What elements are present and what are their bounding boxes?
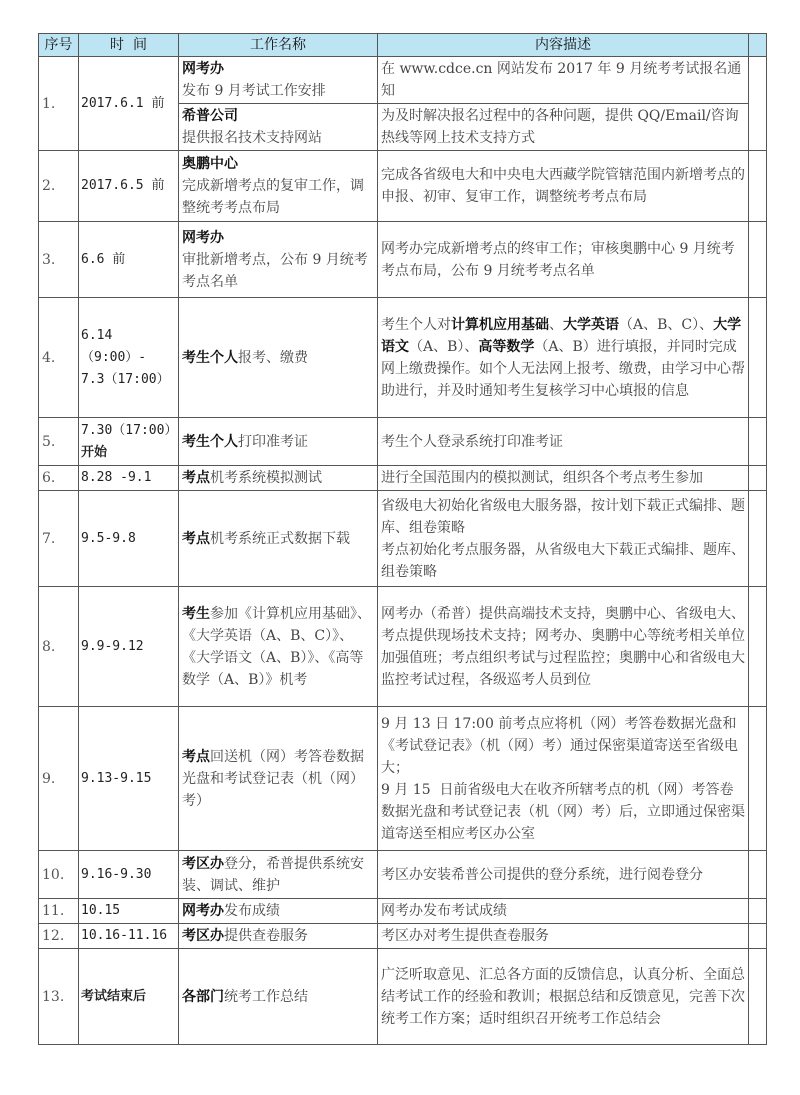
row-time bbox=[79, 298, 179, 418]
work-text: 发布 9 月考试工作安排 bbox=[182, 83, 326, 99]
row-seq: 6. bbox=[39, 466, 79, 491]
table-row bbox=[39, 851, 767, 899]
row-work bbox=[179, 587, 378, 707]
work-text: 登分，希普提供系统安装、调试、维护 bbox=[182, 855, 364, 894]
subject-computer: 计算机应用基础 bbox=[451, 316, 549, 333]
work-owner: 考生个人 bbox=[182, 433, 238, 450]
work-owner: 考区办 bbox=[182, 928, 224, 944]
row-work bbox=[179, 924, 378, 949]
row-desc bbox=[378, 298, 749, 418]
subject-english: 大学英语 bbox=[563, 316, 619, 333]
header-extra bbox=[749, 34, 767, 57]
work-text: 审批新增考点，公布 9 月统考考点名单 bbox=[182, 251, 368, 290]
row-time: 10.16-11.16 bbox=[79, 924, 179, 949]
row-work bbox=[179, 104, 378, 151]
work-owner: 考点 bbox=[182, 748, 210, 765]
row-desc: 网考办完成新增考点的终审工作；审核奥鹏中心 9 月统考考点布局，公布 9 月统考考点名单 bbox=[378, 222, 749, 298]
row-seq: 8. bbox=[39, 587, 79, 707]
row-extra bbox=[749, 899, 767, 924]
header-work: 工作名称 bbox=[179, 34, 378, 57]
desc-part: （A、B）进行填报，并同时完成网上缴费操作。如个人无法网上报考、缴费，由学习中心帮助进行，并及时通知考生复核学习中心填报的信息 bbox=[381, 338, 745, 399]
work-owner: 考区办 bbox=[182, 855, 224, 872]
row-time: 8.28 -9.1 bbox=[79, 466, 179, 491]
row-extra bbox=[749, 418, 767, 466]
table-row bbox=[39, 587, 767, 707]
work-text: 完成新增考点的复审工作，调整统考考点布局 bbox=[182, 178, 364, 216]
row-extra bbox=[749, 298, 767, 418]
row-time: 10.15 bbox=[79, 899, 179, 924]
row-extra bbox=[749, 924, 767, 949]
table-row bbox=[39, 491, 767, 587]
work-text: 打印准考证 bbox=[238, 433, 308, 450]
row-seq: 9. bbox=[39, 707, 79, 851]
row-extra bbox=[749, 57, 767, 151]
row-desc bbox=[378, 491, 749, 587]
time-start: 6.14（9:00）- bbox=[81, 327, 147, 365]
row-desc bbox=[378, 707, 749, 851]
work-owner: 希普公司 bbox=[182, 108, 238, 124]
row-work bbox=[179, 151, 378, 222]
row-seq: 1. bbox=[39, 57, 79, 151]
work-owner: 网考办 bbox=[182, 229, 224, 246]
row-time: 9.13-9.15 bbox=[79, 707, 179, 851]
desc-part: （A、B、C）、 bbox=[619, 316, 714, 333]
row-extra bbox=[749, 587, 767, 707]
time-start: 7.30（17:00） bbox=[81, 422, 178, 438]
row-extra bbox=[749, 491, 767, 587]
exam-schedule-table bbox=[38, 33, 767, 1045]
header-time: 时 间 bbox=[79, 34, 179, 57]
time-note: 开始 bbox=[81, 444, 108, 460]
work-owner: 网考办 bbox=[182, 61, 224, 77]
row-extra bbox=[749, 949, 767, 1045]
table-row bbox=[39, 899, 767, 924]
row-seq: 12. bbox=[39, 924, 79, 949]
row-work bbox=[179, 222, 378, 298]
work-owner: 考生个人 bbox=[182, 349, 238, 366]
row-work bbox=[179, 466, 378, 491]
time-end: 7.3（17:00） bbox=[81, 371, 170, 387]
desc-line: 9 月 15 日前省级电大在收齐所辖考点的机（网）考答卷数据光盘和考试登记表（机（网）考）后，立即通过保密渠道寄送至相应考区办公室 bbox=[381, 781, 745, 842]
work-text: 统考工作总结 bbox=[224, 988, 308, 1005]
row-work bbox=[179, 418, 378, 466]
row-extra bbox=[749, 466, 767, 491]
header-row bbox=[39, 34, 767, 57]
row-desc: 考区办安装希普公司提供的登分系统，进行阅卷登分 bbox=[378, 851, 749, 899]
subject-math: 高等数学 bbox=[478, 338, 535, 355]
work-text: 提供报名技术支持网站 bbox=[182, 130, 322, 146]
work-owner: 考点 bbox=[182, 530, 210, 547]
table-row bbox=[39, 466, 767, 491]
desc-part: 、 bbox=[549, 316, 563, 333]
table-row bbox=[39, 949, 767, 1045]
row-seq: 10. bbox=[39, 851, 79, 899]
row-extra bbox=[749, 151, 767, 222]
work-text: 机考系统模拟测试 bbox=[210, 470, 322, 486]
work-text: 发布成绩 bbox=[224, 903, 280, 919]
work-text: 参加《计算机应用基础》、《大学英语（A、B、C）》、《大学语文（A、B）》、《高等数学（A、B）》机考 bbox=[182, 605, 371, 688]
table-row bbox=[39, 151, 767, 222]
row-time: 6.6 前 bbox=[79, 222, 179, 298]
row-desc: 广泛听取意见、汇总各方面的反馈信息，认真分析、全面总结考试工作的经验和教训；根据总结和反馈意见，完善下次统考工作方案；适时组织召开统考工作总结会 bbox=[378, 949, 749, 1045]
row-seq: 5. bbox=[39, 418, 79, 466]
row-work bbox=[179, 949, 378, 1045]
desc-line: 9 月 13 日 17:00 前考点应将机（网）考答卷数据光盘和《考试登记表》（机（网）考）通过保密渠道寄送至省级电大； bbox=[381, 715, 738, 776]
row-time: 9.9-9.12 bbox=[79, 587, 179, 707]
row-desc: 进行全国范围内的模拟测试，组织各个考点考生参加 bbox=[378, 466, 749, 491]
table-row bbox=[39, 57, 767, 104]
row-time: 2017.6.1 前 bbox=[79, 57, 179, 151]
row-seq: 13. bbox=[39, 949, 79, 1045]
work-owner: 考点 bbox=[182, 470, 210, 486]
row-work bbox=[179, 491, 378, 587]
row-seq: 3. bbox=[39, 222, 79, 298]
work-owner: 各部门 bbox=[182, 988, 224, 1005]
desc-line: 考点初始化考点服务器，从省级电大下载正式编排、题库、组卷策略 bbox=[381, 541, 745, 580]
row-seq: 4. bbox=[39, 298, 79, 418]
row-time: 考试结束后 bbox=[79, 949, 179, 1045]
header-seq: 序号 bbox=[39, 34, 79, 57]
row-time: 9.5-9.8 bbox=[79, 491, 179, 587]
row-work bbox=[179, 57, 378, 104]
work-text: 回送机（网）考答卷数据光盘和考试登记表（机（网）考） bbox=[182, 748, 364, 809]
row-work bbox=[179, 899, 378, 924]
row-time: 2017.6.5 前 bbox=[79, 151, 179, 222]
row-desc: 考生个人登录系统打印准考证 bbox=[378, 418, 749, 466]
work-text: 机考系统正式数据下载 bbox=[210, 530, 350, 547]
row-desc: 网考办（希普）提供高端技术支持，奥鹏中心、省级电大、考点提供现场技术支持；网考办、奥鹏中心等统考相关单位加强值班；考点组织考试与过程监控；奥鹏中心和省级电大监控考试过程，各级巡考人员到位 bbox=[378, 587, 749, 707]
row-work bbox=[179, 707, 378, 851]
work-owner: 考生 bbox=[182, 605, 210, 622]
desc-line: 省级电大初始化省级电大服务器，按计划下载正式编排、题库、组卷策略 bbox=[381, 497, 745, 536]
row-seq: 11. bbox=[39, 899, 79, 924]
work-text: 报考、缴费 bbox=[238, 349, 308, 366]
table-row bbox=[39, 222, 767, 298]
row-work bbox=[179, 851, 378, 899]
row-seq: 7. bbox=[39, 491, 79, 587]
table-row bbox=[39, 924, 767, 949]
table-row bbox=[39, 707, 767, 851]
row-work bbox=[179, 298, 378, 418]
row-desc: 完成各省级电大和中央电大西藏学院管辖范围内新增考点的申报、初审、复审工作，调整统考考点布局 bbox=[378, 151, 749, 222]
work-owner: 奥鹏中心 bbox=[182, 156, 238, 172]
row-desc: 考区办对考生提供查卷服务 bbox=[378, 924, 749, 949]
table-row bbox=[39, 418, 767, 466]
desc-part: 考生个人对 bbox=[381, 316, 451, 333]
subject-chinese: 大学语文 bbox=[381, 316, 742, 355]
work-owner: 网考办 bbox=[182, 903, 224, 919]
row-time bbox=[79, 418, 179, 466]
work-text: 提供查卷服务 bbox=[224, 928, 308, 944]
header-desc: 内容描述 bbox=[378, 34, 749, 57]
row-desc: 为及时解决报名过程中的各种问题，提供 QQ/Email/咨询热线等网上技术支持方式 bbox=[378, 104, 749, 151]
table-row bbox=[39, 298, 767, 418]
row-desc: 在 www.cdce.cn 网站发布 2017 年 9 月统考考试报名通知 bbox=[378, 57, 749, 104]
row-extra bbox=[749, 851, 767, 899]
desc-part: （A、B）、 bbox=[409, 338, 479, 355]
row-seq: 2. bbox=[39, 151, 79, 222]
row-extra bbox=[749, 707, 767, 851]
row-desc: 网考办发布考试成绩 bbox=[378, 899, 749, 924]
row-extra bbox=[749, 222, 767, 298]
row-time: 9.16-9.30 bbox=[79, 851, 179, 899]
